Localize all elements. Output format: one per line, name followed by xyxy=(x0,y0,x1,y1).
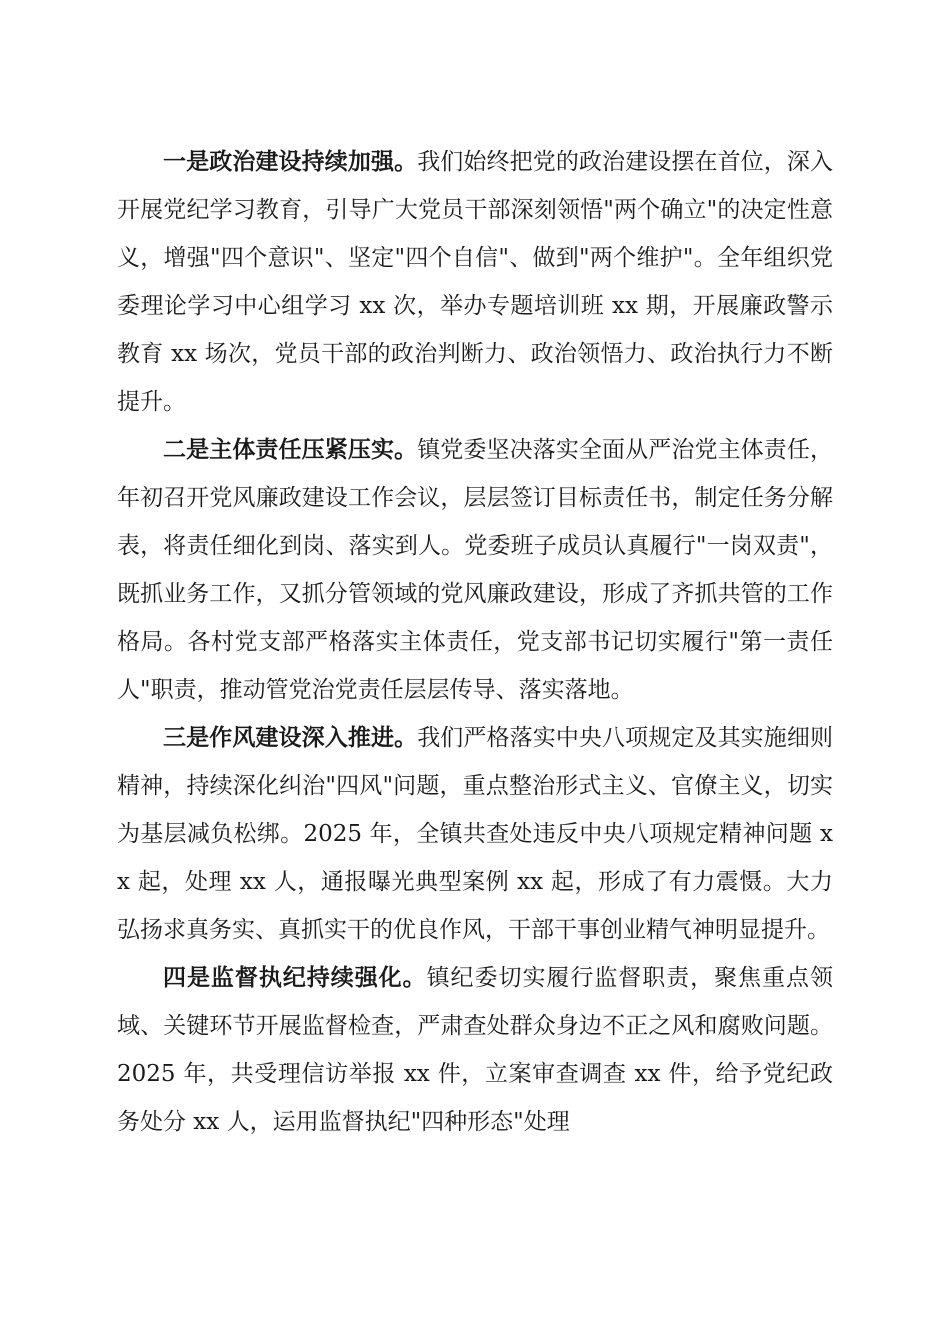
document-page xyxy=(117,138,833,1146)
paragraph-main-responsibility xyxy=(117,426,833,714)
paragraph-text: 我们始终把党的政治建设摆在首位，深入开展党纪学习教育，引导广大党员干部深刻领悟"两个确立"的决定性意义，增强"四个意识"、坚定"四个自信"、做到"两个维护"。全年组织党委理论学习中心组学习 xx 次，举办专题培训班 xx 期，开展廉政警示教育 xx 场次，党员干部的政治判断力、政治领悟力、政治执行力不断提升。 xyxy=(117,149,834,415)
paragraph-work-style xyxy=(117,714,833,954)
paragraph-text: 我们严格落实中央八项规定及其实施细则精神，持续深化纠治"四风"问题，重点整治形式主义、官僚主义，切实为基层减负松绑。2025 年，全镇共查处违反中央八项规定精神问题 xx 起，处理 xx 人，通报曝光典型案例 xx 起，形成了有力震慑。大力弘扬求真务实、真抓实干的优良作风，干部干事创业精气神明显提升。 xyxy=(117,725,834,943)
paragraph-heading: 二是主体责任压紧压实。 xyxy=(163,436,418,463)
paragraph-heading: 四是监督执纪持续强化。 xyxy=(163,964,427,991)
paragraph-heading: 三是作风建设深入推进。 xyxy=(163,724,418,751)
paragraph-heading: 一是政治建设持续加强。 xyxy=(163,148,418,175)
paragraph-text: 镇党委坚决落实全面从严治党主体责任，年初召开党风廉政建设工作会议，层层签订目标责任书，制定任务分解表，将责任细化到岗、落实到人。党委班子成员认真履行"一岗双责"，既抓业务工作，又抓分管领域的党风廉政建设，形成了齐抓共管的工作格局。各村党支部严格落实主体责任，党支部书记切实履行"第一责任人"职责，推动管党治党责任层层传导、落实落地。 xyxy=(117,437,834,703)
paragraph-supervision xyxy=(117,954,833,1146)
paragraph-text: 镇纪委切实履行监督职责，聚焦重点领域、关键环节开展监督检查，严肃查处群众身边不正之风和腐败问题。2025 年，共受理信访举报 xx 件，立案审查调查 xx 件，给予党纪政务处分 xx 人，运用监督执纪"四种形态"处理 xyxy=(117,965,834,1135)
paragraph-political-building xyxy=(117,138,833,426)
